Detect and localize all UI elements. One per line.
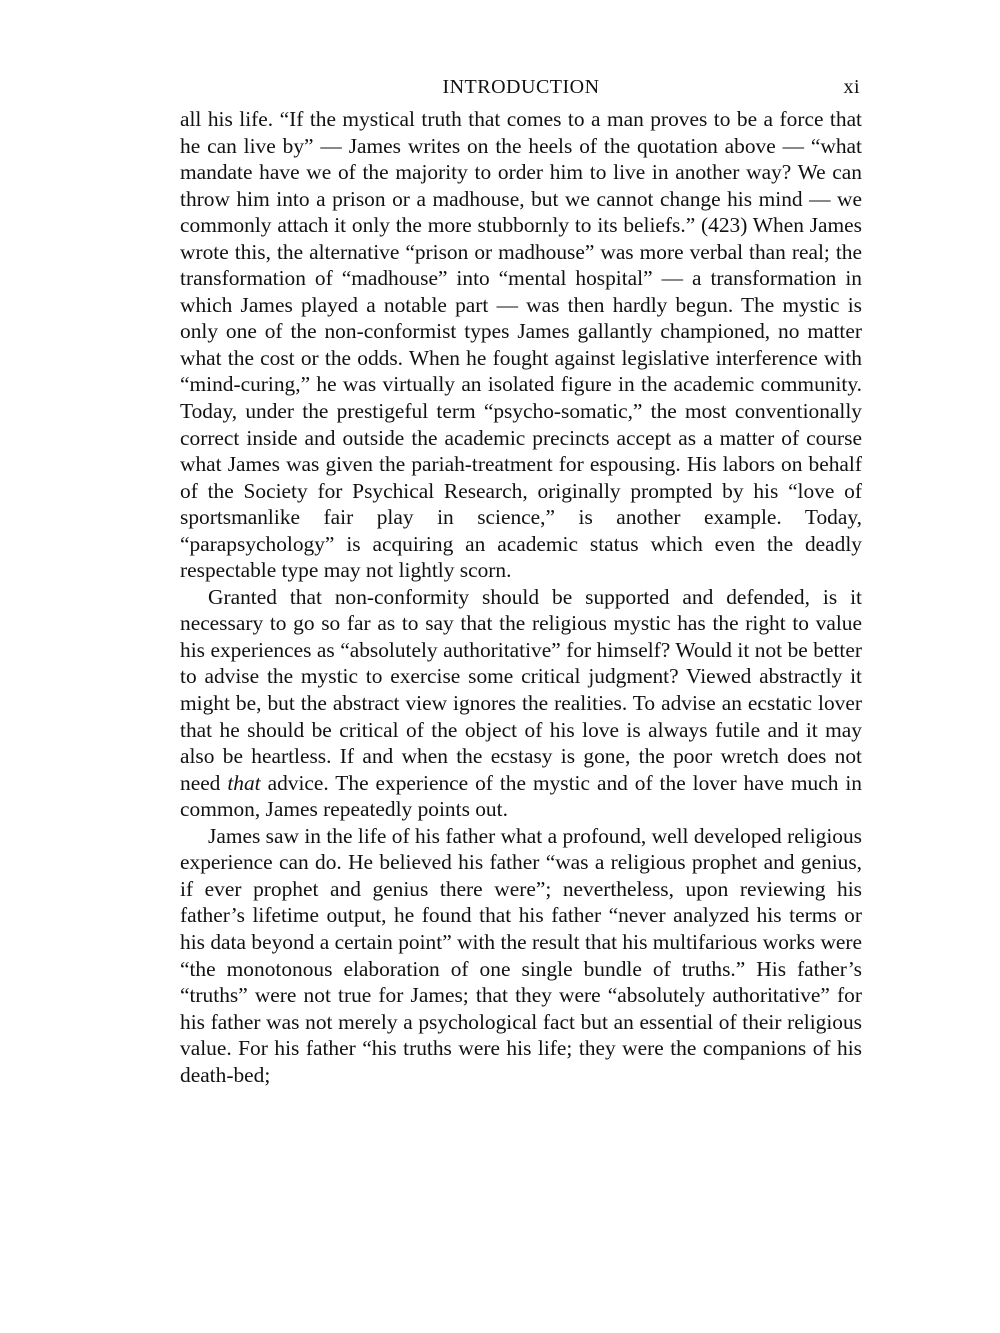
book-page [180, 70, 862, 1088]
paragraph-3: James saw in the life of his father what a profound, well developed religious experience can do. He believed his father “was a religious prophet and genius, if ever prophet and genius there were”; nevertheless, upon reviewing his father’s lifetime output, he found that his father “never analyzed his terms or his data beyond a certain point” with the result that his multifarious works were “the monotonous elaboration of one single bundle of truths.” His father’s “truths” were not true for James; that they were “absolutely authoritative” for his father was not merely a psychological fact but an essential of their religious value. For his father “his truths were his life; they were the companions of his death-bed; [180, 823, 862, 1087]
paragraph-2-text-after: advice. The experience of the mystic and of the lover have much in common, James repeatedly points out. [180, 770, 862, 822]
paragraph-2 [180, 584, 862, 823]
body-text [180, 106, 862, 1088]
emphasis-that: that [227, 770, 261, 795]
running-title: INTRODUCTION [442, 76, 600, 98]
page-number: xi [843, 76, 860, 98]
paragraph-2-text-before: Granted that non-conformity should be supported and defended, is it necessary to go so far as to say that the religious mystic has the right to value his experiences as “absolutely authoritative” for himself? Would it not be better to advise the mystic to exercise some critical judgment? Viewed abstractly it might be, but the abstract view ignores the realities. To advise an ecstatic lover that he should be critical of the object of his love is always futile and it may also be heartless. If and when the ecstasy is gone, the poor wretch does not need [180, 584, 862, 795]
running-head [180, 70, 862, 106]
paragraph-1: all his life. “If the mystical truth that comes to a man proves to be a force that he can live by” — James writes on the heels of the quotation above — “what mandate have we of the majority to order him to live in another way? We can throw him into a prison or a madhouse, but we cannot change his mind — we commonly attach it only the more stubbornly to its beliefs.” (423) When James wrote this, the alternative “prison or madhouse” was more verbal than real; the transformation of “madhouse” into “mental hospital” — a transformation in which James played a notable part — was then hardly begun. The mystic is only one of the non-conformist types James gallantly championed, no matter what the cost or the odds. When he fought against legislative interference with “mind-curing,” he was virtually an isolated figure in the academic community. Today, under the prestigeful term “psycho-somatic,” the most conventionally correct inside and outside the academic precincts accept as a matter of course what James was given the pariah-treatment for espousing. His labors on behalf of the Society for Psychical Research, originally prompted by his “love of sportsmanlike fair play in science,” is another example. Today, “parapsychology” is acquiring an academic status which even the deadly respectable type may not lightly scorn. [180, 107, 862, 583]
